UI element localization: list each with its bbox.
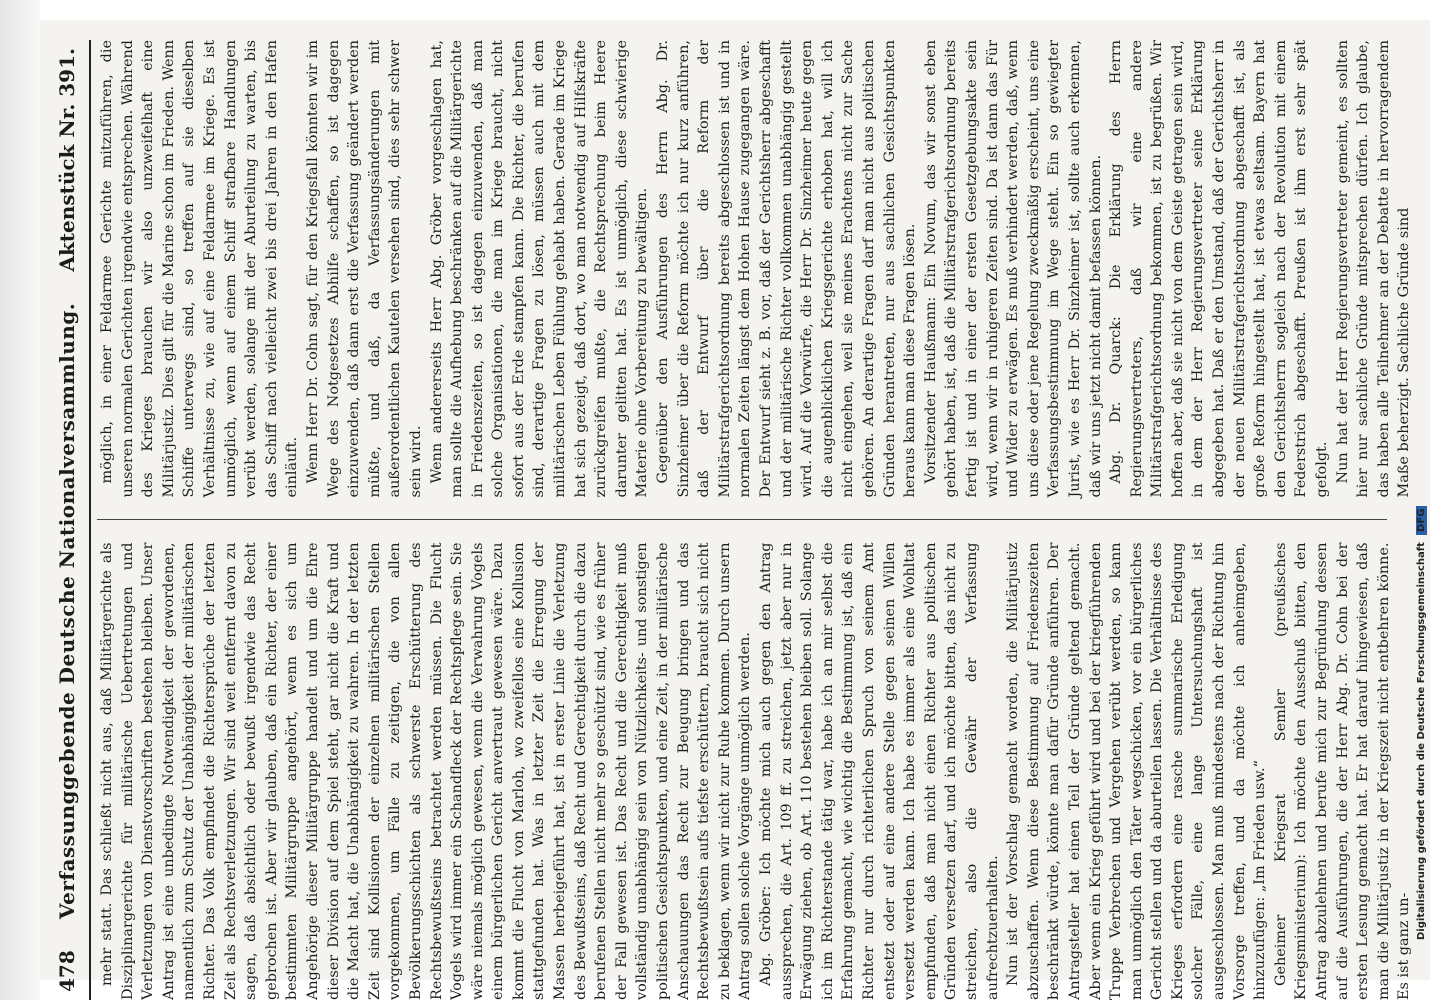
paragraph: mehr statt. Das schließt nicht aus, daß Militärgerichte als Disziplinargerichte für militärische Uebertretungen und Verletzungen von Dienstvorschriften bestehen bleiben. Unser Antrag ist eine unbedingte Notwendigkeit der gewordenen, namentlich zum Schutz der Unabhängigkeit der militärischen Richter. Das Volk empfindet die Richtersprüche der letzten Zeit als Rechtsverletzungen. Wir sind weit entfernt davon zu sagen, daß absichtlich oder bewußt irgendwie das Recht gebrochen ist. Aber wir glauben, daß ein Richter, der einer bestimmten Militärgruppe angehört, wenn es sich um Angehörige dieser Militärgruppe handelt und um die Ehre dieser Division auf dem Spiel steht, gar nicht die Kraft und die Macht hat, die Unabhängigkeit zu wahren. In der letzten Zeit sind Kollisionen der einzelnen militärischen Stellen vorgekommen, um Fälle zu zeitigen, die von allen Bevölkerungsschichten als schwerste Erschütterung des Rechtsbewußtseins betrachtet werden müssen. Die Flucht Vogels wird immer ein Schandfleck der Rechtspflege sein. Sie wäre niemals möglich gewesen, wenn die Verwahrung Vogels einem bürgerlichen Gericht anvertraut gewesen wäre. Dazu kommt die Flucht von Marloh, wo zweifellos eine Kollusion stattgefunden hat. Was in letzter Zeit die Erregung der Massen herbeigeführt hat, ist in erster Linie die Verletzung des Bewußtseins, daß Recht und Gerechtigkeit durch die dazu berufenen Stellen nicht mehr so geschützt sind, wie es früher der Fall gewesen ist. Das Recht und die Gerechtigkeit muß vollständig unabhängig sein von Nützlichkeits- und sonstigen politischen Gesichtspunkten, und eine Zeit, in der militärische Anschauungen das Recht zur Beugung bringen und das Rechtsbewußtsein aufs tiefste erschüttern, braucht sich nicht zu beklagen, wenn wir nicht zur Ruhe kommen. Durch unsern Antrag sollen solche Vorgänge unmöglich werden.	[99, 542, 754, 1000]
rotated-page	[45, 40, 1413, 1000]
paragraph: Vorsitzender Haußmann: Ein Novum, das wir sonst eben gehört haben, ist, daß die Militärstrafgerichtsordnung bereits fertig ist und in einer der ersten Gesetzgebungsakte sein wird, wenn wir in ruhigeren Zeiten sind. Da ist dann das Für und Wider zu erwägen. Es muß verhindert werden, daß, wenn uns diese oder jene Regelung zweckmäßig erscheint, uns eine Verfassungsbestimmung im Wege steht. Ein so gewiegter Jurist, wie es Herr Dr. Sinzheimer ist, sollte auch erkennen, daß wir uns jetzt nicht damit befassen können.	[922, 40, 1104, 498]
header-title: Verfassunggebende Deutsche Nationalversammlung.	[55, 302, 79, 920]
dfg-logo: DFG	[1416, 506, 1427, 535]
digitization-credit	[1416, 60, 1430, 940]
paragraph: möglich, in einer Feldarmee Gerichte mitzuführen, die unseren normalen Gerichten irgendwie entsprechen. Während des Krieges brauchen wir also unzweifelhaft eine Militärjustiz. Dies gilt für die Marine schon im Frieden. Wenn Schiffe unterwegs sind, so treffen auf sie dieselben Verhältnisse zu, wie auf eine Feldarmee im Kriege. Es ist unmöglich, wenn auf einem Schiff strafbare Handlungen verübt werden, solange mit der Aburteilung zu warten, bis das Schiff nach vielleicht zwei bis drei Jahren in den Hafen einläuft.	[99, 40, 301, 498]
column-divider	[97, 520, 1387, 521]
paragraph: Wenn andererseits Herr Abg. Gröber vorgeschlagen hat, man sollte die Aufhebung beschränken auf die Militärgerichte in Friedenszeiten, so ist dagegen einzuwenden, daß man solche Organisationen, die man im Kriege braucht, nicht sofort aus der Erde stampfen kann. Die Richter, die berufen sind, derartige Fragen zu lösen, müssen auch mit dem militärischen Leben Fühlung gehabt haben. Gerade im Kriege hat sich gezeigt, daß dort, wo man notwendig auf Hilfskräfte zurückgreifen mußte, die Rechtsprechung beim Heere darunter gelitten hat. Es ist unmöglich, diese schwierige Materie ohne Vorbereitung zu bewältigen.	[428, 40, 651, 498]
right-column	[97, 40, 1413, 498]
text-columns	[97, 40, 1413, 1000]
scan-edge	[0, 0, 40, 1000]
page-number: 478	[55, 950, 79, 992]
paragraph: Geheimer Kriegsrat Semler (preußisches Kriegsministerium): Ich möchte den Ausschuß bitten, den Antrag abzulehnen und berufe mich zur Begründung dessen auf die Ausführungen, die der Herr Abg. Dr. Cohn bei der ersten Lesung gemacht hat. Er hat darauf hingewiesen, daß man die Militärjustiz in der Kriegszeit nicht entbehren könne. Es ist ganz un-	[1272, 542, 1413, 1000]
paragraph: Abg. Gröber: Ich möchte mich auch gegen den Antrag aussprechen, die Art. 109 ff. zu streichen, jetzt aber nur in Erwägung ziehen, ob Art. 110 bestehen bleiben soll. Solange ich im Richterstande tätig war, habe ich an mir selbst die Erfahrung gemacht, wie wichtig die Bestimmung ist, daß ein Richter nur durch richterlichen Spruch von seinem Amt entsetzt oder auf eine andere Stelle gegen seinen Willen versetzt werden kann. Ich habe es immer als eine Wohltat empfunden, daß man nicht einen Richter aus politischen Gründen versetzen darf, und ich möchte bitten, das nicht zu streichen, also die Gewähr der Verfassung aufrechtzuerhalten.	[758, 542, 1001, 1000]
paragraph: Abg. Dr. Quarck: Die Erklärung des Herrn Regierungsvertreters, daß wir eine andere Militärstrafgerichtsordnung bekommen, ist zu begrüßen. Wir hoffen aber, daß sie nicht von dem Geiste getragen sein wird, in dem der Herr Regierungsvertreter seine Erklärung abgegeben hat. Daß er den Umstand, daß der Gerichtsherr in der neuen Militärstrafgerichtsordnung abgeschafft ist, als große Reform hingestellt hat, ist etwas seltsam. Bayern hat den Gerichtsherrn sogleich nach der Revolution mit einem Federstrich abgeschafft. Preußen ist ihm erst sehr spät gefolgt.	[1108, 40, 1331, 498]
paragraph: Nun ist der Vorschlag gemacht worden, die Militärjustiz abzuschaffen. Wenn diese Bestimmung auf Friedenszeiten beschränkt würde, könnte man dafür Gründe anführen. Der Antragsteller hat einen Teil der Gründe geltend gemacht. Aber wenn ein Krieg geführt wird und bei der kriegführenden Truppe Verbrechen und Vergehen verübt werden, so kann man unmöglich den Täter wegschicken, vor ein bürgerliches Gericht stellen und da aburteilen lassen. Die Verhältnisse des Krieges erfordern eine rasche summarische Erledigung solcher Fälle, eine lange Untersuchungshaft ist ausgeschlossen. Man muß mindestens nach der Richtung hin Vorsorge treffen, und da möchte ich anheimgeben, hinzuzufügen: „Im Frieden usw.“	[1005, 542, 1269, 1000]
paragraph: Nun hat der Herr Regierungsvertreter gemeint, es sollten hier nur sachliche Gründe mitsprechen dürfen. Ich glaube, das haben alle Teilnehmer an der Debatte in hervorragendem Maße beherzigt. Sachliche Gründe sind	[1334, 40, 1413, 498]
credit-text: Digitalisierung gefördert durch die Deutsche Forschungsgemeinschaft	[1416, 542, 1427, 940]
paragraph: Gegenüber den Ausführungen des Herrn Abg. Dr. Sinzheimer über die Reform möchte ich nur kurz anführen, daß der Entwurf über die Reform der Militärstrafgerichtsordnung bereits abgeschlossen ist und in normalen Zeiten längst dem Hohen Hause zugegangen wäre. Der Entwurf sieht z. B. vor, daß der Gerichtsherr abgeschafft und der militärische Richter vollkommen unabhängig gestellt wird. Auf die Vorwürfe, die Herr Dr. Sinzheimer heute gegen die augenblicklichen Kriegsgerichte erhoben hat, will ich nicht eingehen, weil sie meines Erachtens nicht zur Sache gehören. An derartige Fragen darf man nicht aus politischen Gründen herantreten, nur aus sachlichen Gesichtspunkten heraus kann man diese Fragen lösen.	[655, 40, 919, 498]
left-column	[97, 542, 1413, 1000]
page-header	[45, 40, 91, 1000]
document-reference: Aktenstück Nr. 391.	[55, 48, 79, 272]
paragraph: Wenn Herr Dr. Cohn sagt, für den Kriegsfall könnten wir im Wege des Notgesetzes Abhilfe schaffen, so ist dagegen einzuwenden, daß dann erst die Verfassung geändert werden müßte, und daß, da Verfassungsänderungen mit außerordentlichen Kautelen versehen sind, dies sehr schwer sein wird.	[304, 40, 424, 498]
